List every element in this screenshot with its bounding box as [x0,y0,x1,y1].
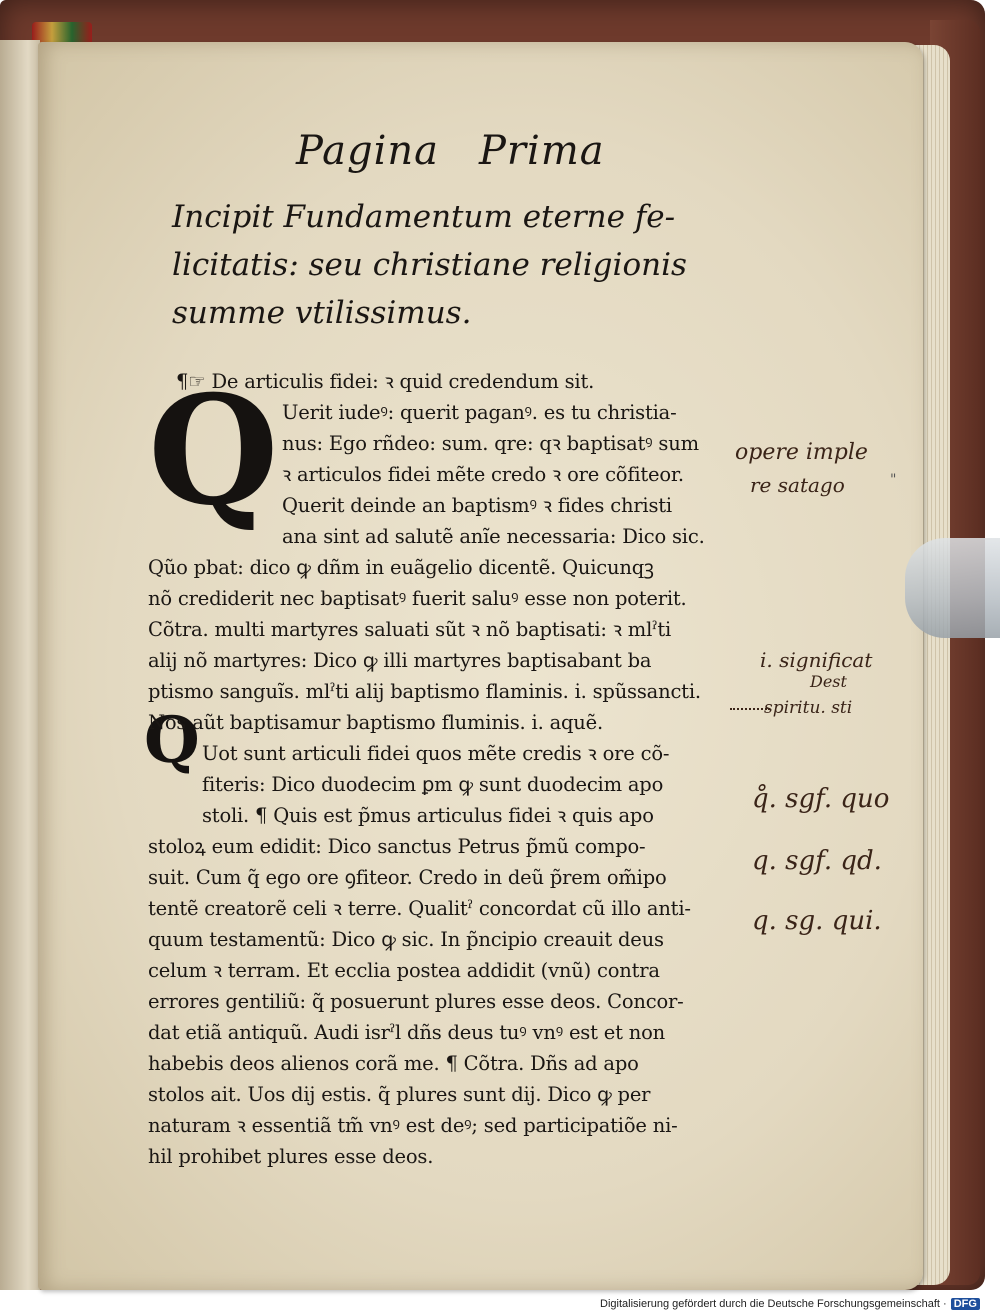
text-line: naturam ꝛ essentiã tm̃ vnꝰ est deꝰ; sed participatiõe ni- [148,1114,678,1137]
body-text [148,363,748,1172]
text-line: nõ crediderit nec baptisatꝰ fuerit saluꝰ esse non poterit. [148,587,687,610]
text-line: habebis deos alienos corã me. ¶ Cõtra. Dñs ad apo [148,1052,639,1075]
title-line: summe vtilissimus. [172,295,472,331]
dotted-connector [730,668,770,710]
text-line: nus: Ego rñdeo: sum. qre: qꝛ baptisatꝰ sum [282,432,699,455]
text-line: stoli. ¶ Quis est p̃mus articulus fidei ꝛ quis apo [202,804,654,827]
text-line: stolos ait. Uos dij estis. q̃ plures sunt dij. Dico ꝙ per [148,1083,651,1106]
text-line: celum ꝛ terram. Et ecclia postea addidit (vnũ) contra [148,959,660,982]
text-line: errores gentiliũ: q̃ posuerunt plures esse deos. Concor- [148,990,684,1013]
text-line: alij nõ martyres: Dico ꝙ illi martyres baptisabant ba [148,649,652,672]
text-line: Uot sunt articuli fidei quos mẽte credis ꝛ ore cõ- [202,742,670,765]
text-line: tentẽ creatorẽ celi ꝛ terre. Qualitˀ concordat cũ illo anti- [148,897,691,920]
drop-capital: Q [144,703,200,778]
text-line: suit. Cum q̃ ego ore ꝯfiteor. Credo in deũ p̃rem om̃ipo [148,866,667,889]
text-line: ꝛ articulos fidei mẽte credo ꝛ ore cõfiteor. [282,463,684,486]
text-line: quum testamentũ: Dico ꝙ sic. In p̃ncipio creauit deus [148,928,664,951]
drop-capital: Q [148,363,279,539]
text-line: Uerit iudeꝰ: querit paganꝰ. es tu christia- [282,401,677,424]
page-clip [905,538,1000,638]
text-line: Cõtra. multi martyres saluati sũt ꝛ nõ baptisati: ꝛ mlˀti [148,618,672,641]
side-mark: " [890,472,897,488]
digitization-credit [600,1298,980,1310]
text-line: stoloꝝ eum edidit: Dico sanctus Petrus p̃mũ compo- [148,835,646,858]
credit-text: Digitalisierung gefördert durch die Deutsche Forschungsgemeinschaft · [600,1298,947,1310]
text-line: dat etiã antiquũ. Audi isrˀl dñs deus tuꝰ vnꝰ est et non [148,1021,665,1044]
text-line: Querit deinde an baptismꝰ ꝛ fides christi [282,494,672,517]
marginal-note: i. significat [760,648,873,672]
title-line: Incipit Fundamentum eterne fe- [172,199,676,235]
marginal-note: opere imple [735,440,868,465]
text-line: hil prohibet plures esse deos. [148,1145,434,1168]
dfg-logo: DFG [951,1298,980,1310]
marginal-note: Dest [810,672,847,691]
header-word-1: Pagina [296,128,439,174]
text-line: Nos aũt baptisamur baptismo fluminis. i. aquẽ. [148,711,603,734]
text-line: ptismo sanguĩs. mlˀti alij baptismo flaminis. i. spũssancti. [148,680,701,703]
text-line: ana sint ad salutẽ anĩe necessaria: Dico sic. [282,525,705,548]
text-line: ¶☞ De articulis fidei: ꝛ quid credendum sit. [176,370,595,393]
page-title [172,193,742,337]
marginal-note: q̊. sgf. quo [752,784,890,814]
marginal-note: re satago [750,473,845,497]
page-header [296,128,605,174]
title-line: licitatis: seu christiane religionis [172,247,687,283]
marginal-note: spiritu. sti [764,698,853,718]
marginal-note: q. sg. qui. [752,906,882,936]
text-line: fiteris: Dico duodecim ꝑm ꝙ sunt duodecim apo [202,773,664,796]
header-word-2: Prima [478,128,605,174]
text-line: Qũo pbat: dico ꝙ dñm in euãgelio dicentẽ. Quicunqꝫ [148,556,654,579]
marginal-note: q. sgf. qd. [752,846,882,876]
left-page-edge [0,40,40,1290]
